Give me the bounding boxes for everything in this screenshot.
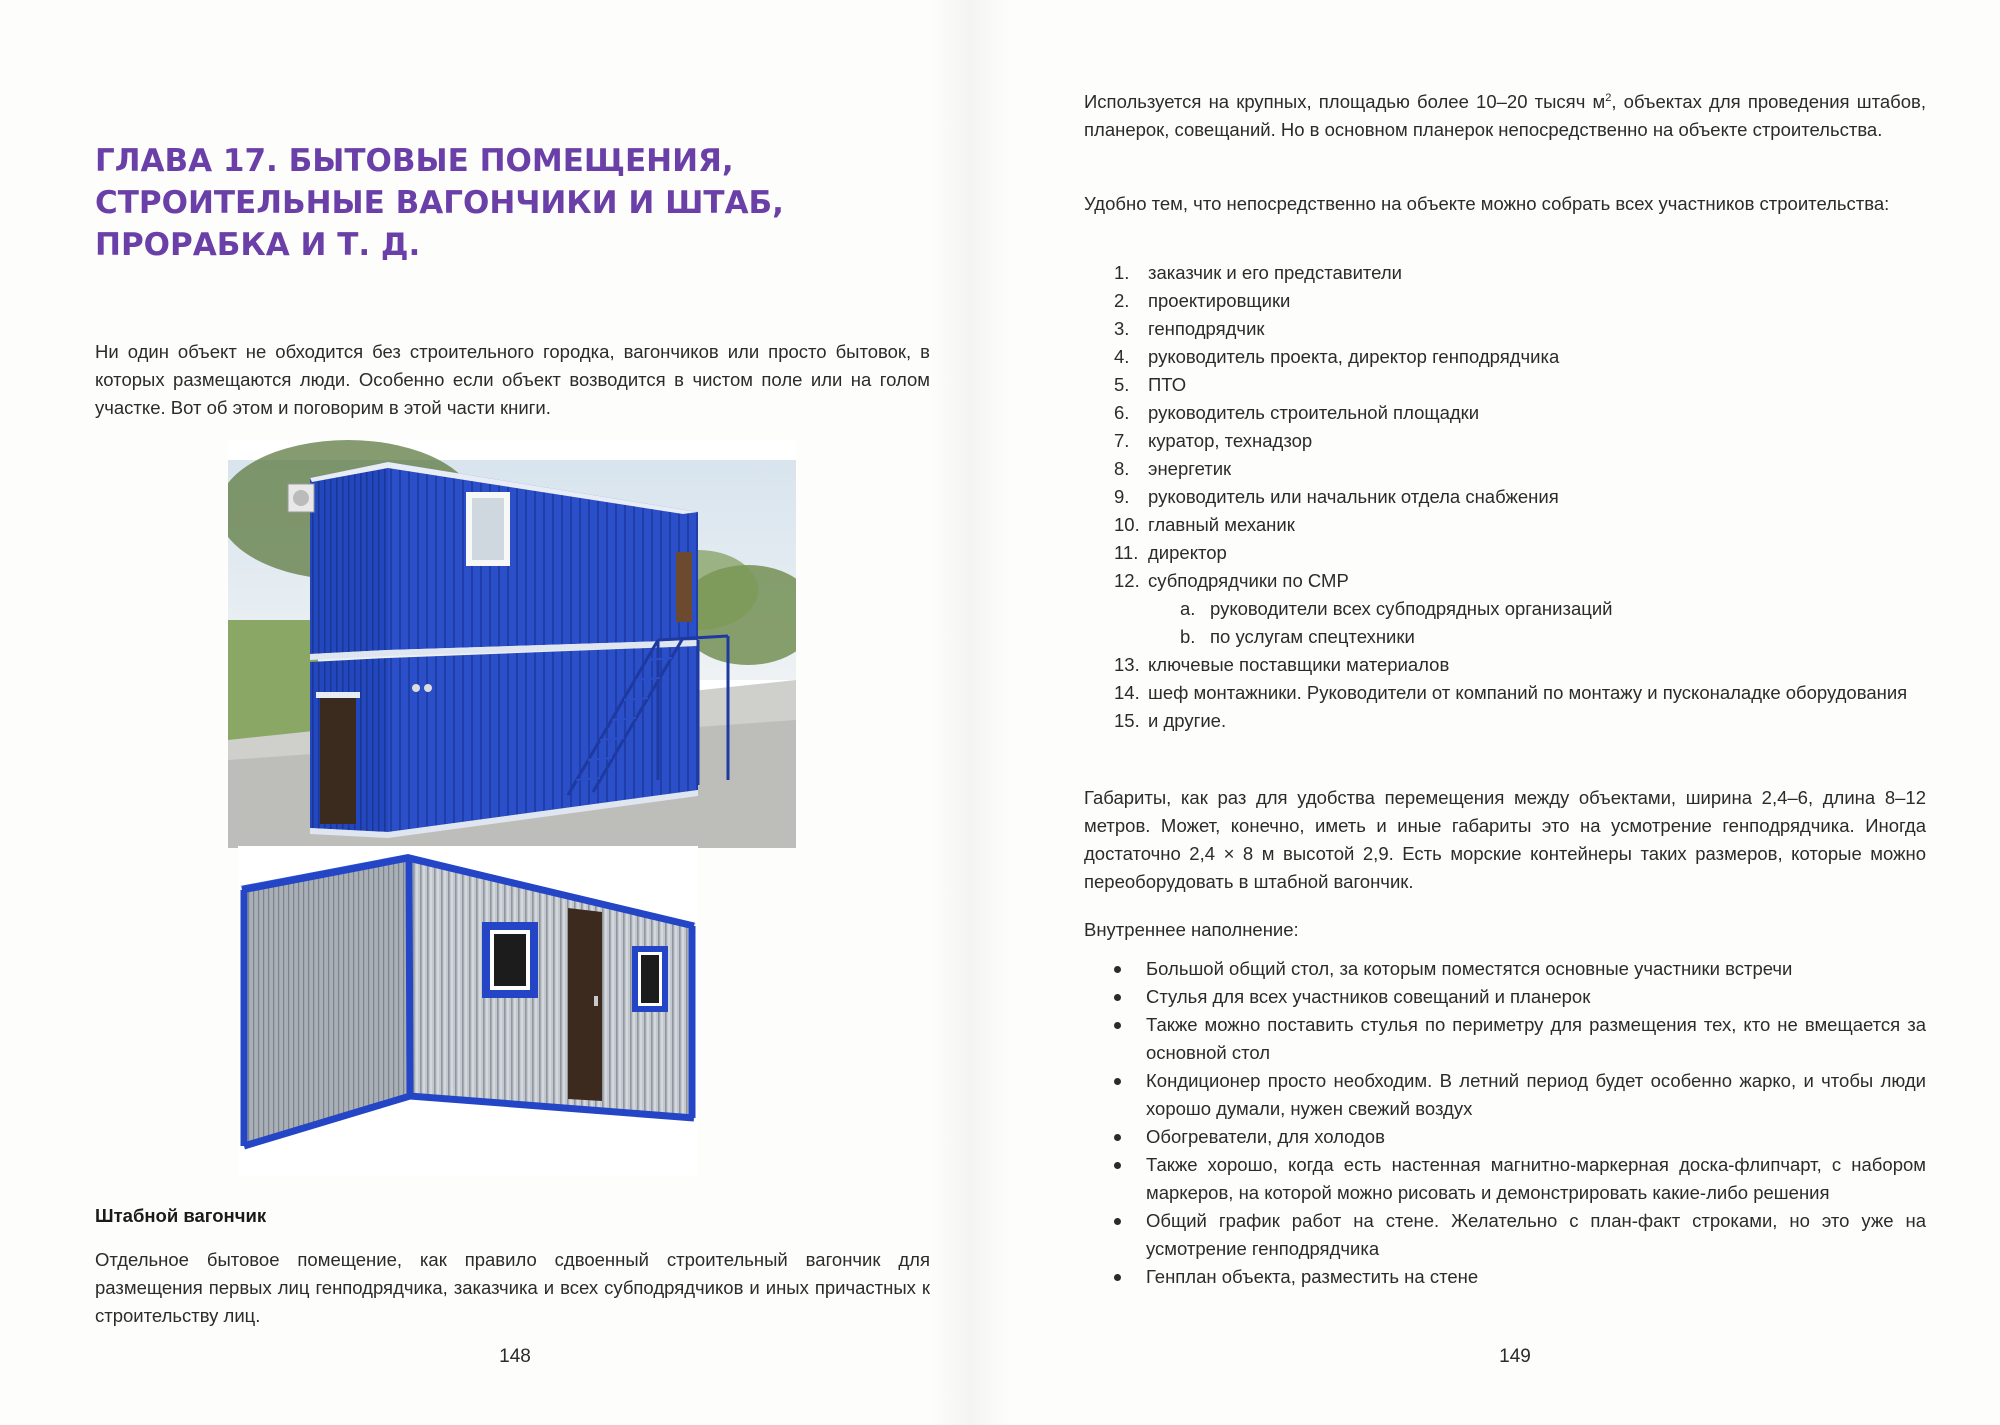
- photo-double-cabin: [228, 440, 796, 848]
- list-text: руководитель строительной площадки: [1148, 402, 1480, 423]
- list-number: 13.: [1114, 654, 1140, 675]
- list-number: 1.: [1114, 262, 1130, 283]
- list-text: руководитель проекта, директор генподрядчика: [1148, 346, 1560, 367]
- right-page: [1000, 0, 2000, 1425]
- list-number: 15.: [1114, 710, 1140, 731]
- list-text: руководитель или начальник отдела снабжения: [1148, 486, 1559, 507]
- participants-intro: Удобно тем, что непосредственно на объекте можно собрать всех участников строительства:: [1084, 193, 1890, 214]
- list-number: a.: [1180, 598, 1196, 619]
- sub-list-item: [1084, 623, 1926, 651]
- list-text: проектировщики: [1148, 290, 1291, 311]
- usage-paragraph: [1084, 88, 1926, 144]
- bullet-text: Общий график работ на стене. Желательно с план-факт строками, но это уже на усмотрение генподрядчика: [1146, 1210, 1926, 1259]
- list-item: [1084, 679, 1926, 707]
- bullet-icon: [1114, 1022, 1121, 1029]
- list-number: 8.: [1114, 458, 1130, 479]
- list-item: [1084, 707, 1926, 735]
- square-superscript: 2: [1605, 92, 1612, 104]
- list-number: 12.: [1114, 570, 1140, 591]
- bullet-icon: [1114, 1134, 1121, 1141]
- bullet-item: [1084, 1123, 1926, 1151]
- list-number: 11.: [1114, 542, 1139, 563]
- interior-list: [1084, 955, 1926, 1291]
- list-number: 5.: [1114, 374, 1130, 395]
- bullet-item: [1084, 955, 1926, 983]
- list-item: [1084, 315, 1926, 343]
- list-item: [1084, 343, 1926, 371]
- list-number: 7.: [1114, 430, 1130, 451]
- list-text: по услугам спецтехники: [1210, 626, 1415, 647]
- photo-single-cabin: [238, 846, 698, 1176]
- bullet-item: [1084, 1151, 1926, 1207]
- usage-text-start: Используется на крупных, площадью более 10–20 тысяч м: [1084, 91, 1606, 112]
- list-number: 4.: [1114, 346, 1130, 367]
- list-number: b.: [1180, 626, 1196, 647]
- list-number: 2.: [1114, 290, 1130, 311]
- list-text: шеф монтажники. Руководители от компаний по монтажу и пусконаладке оборудования: [1148, 682, 1908, 703]
- photo-caption: Штабной вагончик: [95, 1205, 267, 1226]
- intro-paragraph: Ни один объект не обходится без строительного городка, вагончиков или просто бытовок, в которых размещаются люди. Особенно если объект возводится в чистом поле или на голом участке. Вот об этом и поговорим в этой части книги.: [95, 341, 930, 418]
- list-number: 9.: [1114, 486, 1130, 507]
- list-text: энергетик: [1148, 458, 1232, 479]
- usage-text-end: , объектах для проведения штабов, планерок, совещаний. Но в основном планерок непосредственно на объекте строительства.: [1084, 91, 1926, 140]
- sub-list-item: [1084, 595, 1926, 623]
- list-item: [1084, 539, 1926, 567]
- list-item: [1084, 483, 1926, 511]
- bullet-item: [1084, 1263, 1926, 1291]
- list-text: главный механик: [1148, 514, 1295, 535]
- list-item: [1084, 287, 1926, 315]
- list-item: [1084, 427, 1926, 455]
- bullet-text: Обогреватели, для холодов: [1146, 1126, 1385, 1147]
- list-text: заказчик и его представители: [1148, 262, 1402, 283]
- bullet-text: Большой общий стол, за которым поместятся основные участники встречи: [1146, 958, 1793, 979]
- bullet-text: Кондиционер просто необходим. В летний период будет особенно жарко, и чтобы люди хорошо думали, нужен свежий воздух: [1146, 1070, 1926, 1119]
- chapter-title: ГЛАВА 17. БЫТОВЫЕ ПОМЕЩЕНИЯ, СТРОИТЕЛЬНЫЕ ВАГОНЧИКИ И ШТАБ, ПРОРАБКА И Т. Д.: [95, 143, 784, 263]
- list-text: куратор, технадзор: [1148, 430, 1313, 451]
- list-item: [1084, 455, 1926, 483]
- dimensions-paragraph: Габариты, как раз для удобства перемещения между объектами, ширина 2,4–6, длина 8–12 метров. Может, конечно, иметь и иные габариты это на усмотрение генподрядчика. Иногда достаточно 2,4 × 8 м высотой 2,9. Есть морские контейнеры таких размеров, которые можно переоборудовать в штабной вагончик.: [1084, 787, 1926, 892]
- list-item: [1084, 651, 1926, 679]
- bullet-icon: [1114, 1274, 1121, 1281]
- list-item: [1084, 259, 1926, 287]
- bullet-icon: [1114, 994, 1121, 1001]
- bullet-item: [1084, 1011, 1926, 1067]
- list-item: [1084, 399, 1926, 427]
- interior-heading: Внутреннее наполнение:: [1084, 919, 1299, 940]
- list-number: 6.: [1114, 402, 1130, 423]
- bullet-icon: [1114, 1078, 1121, 1085]
- bullet-text: Генплан объекта, разместить на стене: [1146, 1266, 1479, 1287]
- list-text: и другие.: [1148, 710, 1227, 731]
- list-item: [1084, 371, 1926, 399]
- participants-list: [1084, 259, 1926, 735]
- list-text: ПТО: [1148, 374, 1187, 395]
- list-text: руководители всех субподрядных организаций: [1210, 598, 1613, 619]
- bullet-text: Также можно поставить стулья по периметру для размещения тех, кто не вмещается за основной стол: [1146, 1014, 1926, 1063]
- bullet-icon: [1114, 1218, 1121, 1225]
- bullet-item: [1084, 1207, 1926, 1263]
- page-number-right: 149: [1499, 1346, 1531, 1367]
- list-item: [1084, 511, 1926, 539]
- bullet-icon: [1114, 1162, 1121, 1169]
- list-text: генподрядчик: [1148, 318, 1265, 339]
- bullet-item: [1084, 983, 1926, 1011]
- bullet-item: [1084, 1067, 1926, 1123]
- headquarters-description: Отдельное бытовое помещение, как правило сдвоенный строительный вагончик для размещения первых лиц генподрядчика, заказчика и всех субподрядчиков и иных причастных к строительству лиц.: [95, 1249, 930, 1326]
- list-number: 3.: [1114, 318, 1130, 339]
- list-text: директор: [1148, 542, 1227, 563]
- list-text: ключевые поставщики материалов: [1148, 654, 1450, 675]
- bullet-icon: [1114, 966, 1121, 973]
- list-item: [1084, 567, 1926, 595]
- list-text: субподрядчики по СМР: [1148, 570, 1349, 591]
- page-number-left: 148: [499, 1346, 531, 1367]
- list-number: 14.: [1114, 682, 1140, 703]
- bullet-text: Стулья для всех участников совещаний и планерок: [1146, 986, 1591, 1007]
- list-number: 10.: [1114, 514, 1140, 535]
- bullet-text: Также хорошо, когда есть настенная магнитно-маркерная доска-флипчарт, с набором маркеров, на которой можно рисовать и демонстрировать какие-либо решения: [1146, 1154, 1926, 1203]
